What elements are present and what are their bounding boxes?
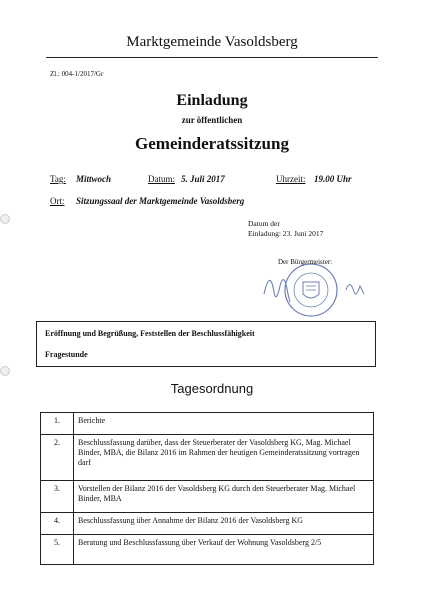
agenda-item-number: 1. (41, 413, 74, 435)
time-label: Uhrzeit: (276, 174, 306, 184)
date-label: Datum: (148, 174, 175, 184)
title-einladung: Einladung (176, 92, 248, 109)
signature-label: Der Bürgermeister: (278, 258, 333, 266)
table-row (41, 435, 374, 481)
opening-box (36, 321, 376, 367)
agenda-item-number: 2. (41, 435, 74, 481)
place-label: Ort: (50, 196, 65, 206)
table-row (41, 535, 374, 565)
agenda-item-text: Berichte (74, 413, 374, 435)
table-row (41, 413, 374, 435)
agenda-item-text: Vorstellen der Bilanz 2016 der Vasoldsberg KG durch den Steuerberater Mag. Michael Binder, MBA (74, 481, 374, 513)
agenda-item-text: Beschlussfassung über Annahme der Bilanz 2016 der Vasoldsberg KG (74, 513, 374, 535)
agenda-item-number: 4. (41, 513, 74, 535)
title-session: Gemeinderatssitzung (135, 134, 289, 153)
signature-scribble-icon (260, 264, 370, 310)
day-value: Mittwoch (76, 174, 112, 184)
invitation-date (248, 219, 323, 239)
opening-line: Eröffnung und Begrüßung, Feststellen der Beschlussfähigkeit (45, 329, 255, 338)
punch-hole (0, 214, 10, 224)
agenda-heading: Tagesordnung (170, 381, 254, 396)
agenda-item-number: 5. (41, 535, 74, 565)
table-row (41, 513, 374, 535)
header-rule (46, 57, 378, 58)
title-subline: zur öffentlichen (181, 115, 243, 125)
agenda-table (40, 412, 374, 565)
agenda-item-text: Beratung und Beschlussfassung über Verkauf der Wohnung Vasoldsberg 2/5 (74, 535, 374, 565)
day-label: Tag: (50, 174, 66, 184)
agenda-item-text: Beschlussfassung darüber, dass der Steuerberater der Vasoldsberg KG, Mag. Michael Binder, MBA, die Bilanz 2016 im Rahmen der heutigen Gemeinderatssitzung vortragen darf (74, 435, 374, 481)
municipality-header: Marktgemeinde Vasoldsberg (126, 34, 298, 50)
invitation-date-line1: Datum der (248, 219, 280, 228)
table-row (41, 481, 374, 513)
question-hour-line: Fragestunde (45, 350, 88, 359)
reference-number: Zl.: 004-1/2017/Gr (50, 70, 104, 78)
time-value: 19.00 Uhr (314, 174, 352, 184)
invitation-date-line2: Einladung: 23. Juni 2017 (248, 229, 324, 238)
place-value: Sitzungssaal der Marktgemeinde Vasoldsberg (76, 196, 245, 206)
agenda-item-number: 3. (41, 481, 74, 513)
date-value: 5. Juli 2017 (181, 174, 225, 184)
punch-hole (0, 366, 10, 376)
